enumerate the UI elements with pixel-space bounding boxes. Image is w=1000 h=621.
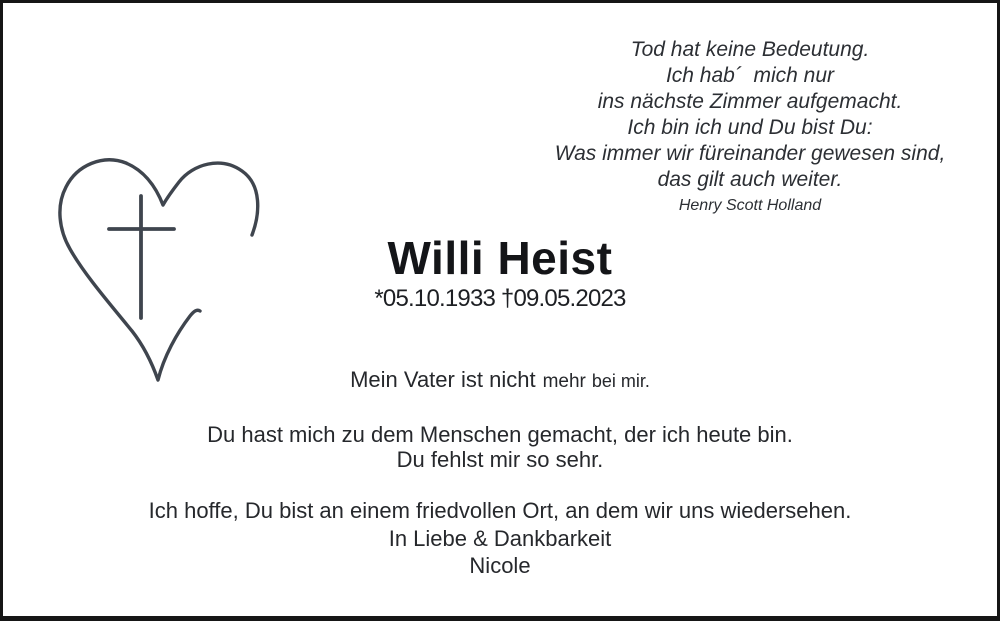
life-dates: *05.10.1933 †09.05.2023	[374, 285, 626, 312]
tribute-line-1	[3, 365, 997, 397]
signature-name: Nicole	[469, 553, 531, 578]
memorial-poem	[501, 37, 999, 217]
deceased-name: Willi Heist	[387, 232, 613, 284]
poem-line: Was immer wir füreinander gewesen sind,	[554, 142, 946, 165]
poem-line: Ich hab´ mich nur	[665, 64, 835, 87]
poem-line: Tod hat keine Bedeutung.	[630, 38, 870, 61]
tribute-line-1-part1: Mein Vater ist nicht	[350, 367, 536, 392]
closing-line: In Liebe & Dankbarkeit	[388, 526, 612, 551]
tribute-line-1-part2: mehr	[542, 371, 586, 392]
tribute-line-3: Du fehlst mir so sehr.	[396, 447, 604, 472]
poem-line: Ich bin ich und Du bist Du:	[627, 116, 873, 139]
tribute-line-2: Du hast mich zu dem Menschen gemacht, der ich heute bin.	[207, 422, 793, 447]
poem-line: ins nächste Zimmer aufgemacht.	[597, 90, 903, 113]
tribute-line-4: Ich hoffe, Du bist an einem friedvollen Ort, an dem wir uns wiedersehen.	[148, 498, 852, 523]
poem-attribution: Henry Scott Holland	[678, 197, 822, 214]
poem-line: das gilt auch weiter.	[657, 168, 843, 191]
tribute-line-1-part3: bei mir.	[591, 371, 650, 391]
